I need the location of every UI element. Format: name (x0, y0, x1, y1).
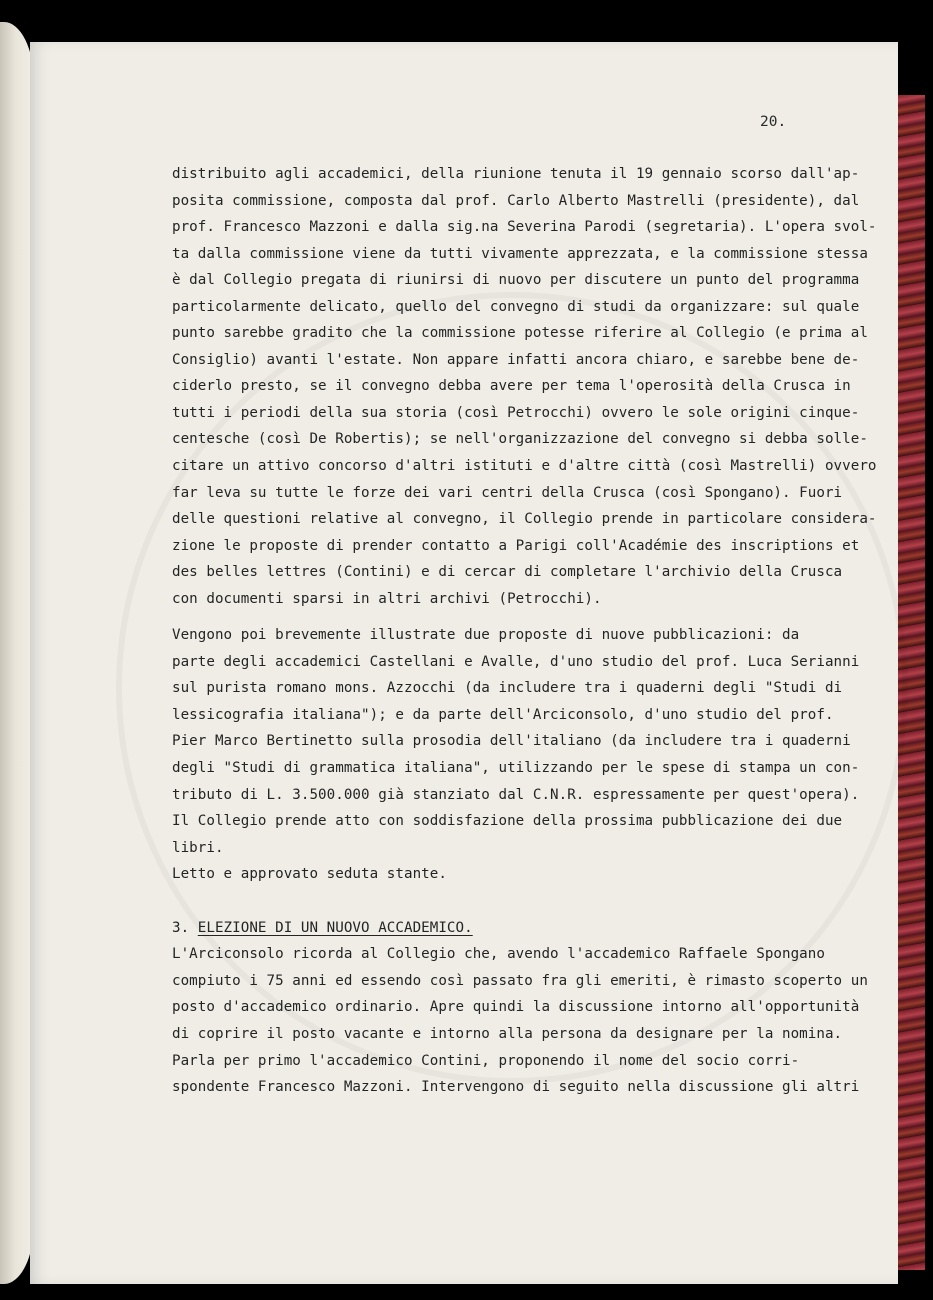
text-line: centesche (così De Robertis); se nell'organizzazione del convegno si debba solle- (172, 431, 868, 448)
document-page (30, 42, 898, 1284)
text-line: delle questioni relative al convegno, il Collegio prende in particolare considera- (172, 511, 877, 528)
text-line: L'Arciconsolo ricorda al Collegio che, avendo l'accademico Raffaele Spongano (172, 946, 825, 963)
text-line: zione le proposte di prender contatto a Parigi coll'Académie des inscriptions et (172, 537, 860, 554)
text-line: far leva su tutte le forze dei vari centri della Crusca (così Spongano). Fuori (172, 484, 843, 501)
text-line: Pier Marco Bertinetto sulla prosodia dell'italiano (da includere tra i quaderni (172, 733, 851, 750)
text-line: distribuito agli accademici, della riunione tenuta il 19 gennaio scorso dall'ap- (172, 166, 860, 182)
body-text (172, 161, 877, 1101)
text-line: citare un attivo concorso d'altri istituti e d'altre città (così Mastrelli) ovvero (172, 458, 877, 475)
page-number: 20. (760, 114, 787, 130)
text-line: Parla per primo l'accademico Contini, proponendo il nome del socio corri- (172, 1052, 800, 1069)
paragraph-spacer (172, 612, 812, 622)
text-line: è dal Collegio pregata di riunirsi di nuovo per discutere un punto del programma (172, 272, 860, 289)
text-line: particolarmente delicato, quello del convegno di studi da organizzare: sul quale (172, 298, 860, 315)
text-line: posto d'accademico ordinario. Apre quindi la discussione intorno all'opportunità (172, 999, 860, 1016)
text-line: ciderlo presto, se il convegno debba avere per tema l'operosità della Crusca in (172, 378, 851, 395)
text-line: des belles lettres (Contini) e di cercar di completare l'archivio della Crusca (172, 564, 843, 581)
text-line: posita commissione, composta dal prof. Carlo Alberto Mastrelli (presidente), dal (172, 192, 860, 209)
text-line: Letto e approvato seduta stante. (172, 866, 447, 883)
text-line: tutti i periodi della sua storia (così Petrocchi) ovvero le sole origini cinque- (172, 404, 860, 421)
text-line: prof. Francesco Mazzoni e dalla sig.na Severina Parodi (segretaria). L'opera svol- (172, 219, 877, 236)
text-line: Vengono poi brevemente illustrate due proposte di nuove pubblicazioni: da (172, 627, 800, 644)
section-title: ELEZIONE DI UN NUOVO ACCADEMICO. (197, 919, 473, 936)
text-line: libri. (172, 839, 224, 856)
text-line: degli "Studi di grammatica italiana", utilizzando per le spese di stampa un con- (172, 760, 860, 777)
paragraph-2 (172, 622, 860, 887)
section-heading (172, 915, 812, 942)
text-line: tributo di L. 3.500.000 già stanziato dal C.N.R. espressamente per quest'opera). (172, 786, 860, 803)
text-line: sul purista romano mons. Azzocchi (da includere tra i quaderni degli "Studi di (172, 680, 843, 697)
text-line: lessicografia italiana"); e da parte dell'Arciconsolo, d'uno studio del prof. (172, 706, 834, 723)
text-line: parte degli accademici Castellani e Avalle, d'uno studio del prof. Luca Serianni (172, 653, 860, 670)
section-spacer (172, 888, 812, 915)
text-line: ta dalla commissione viene da tutti vivamente apprezzata, e la commissione stessa (172, 245, 868, 262)
paragraph-1 (172, 161, 877, 612)
section-paragraph (172, 941, 868, 1100)
text-line: punto sarebbe gradito che la commissione potesse riferire al Collegio (e prima al (172, 325, 868, 342)
text-line: Consiglio) avanti l'estate. Non appare infatti ancora chiaro, e sarebbe bene de- (172, 351, 860, 368)
text-line: Il Collegio prende atto con soddisfazione della prossima pubblicazione dei due (172, 813, 843, 830)
book-spine (0, 22, 34, 1284)
text-line: spondente Francesco Mazzoni. Intervengono di seguito nella discussione gli altri (172, 1079, 860, 1096)
section-number: 3. (172, 919, 198, 936)
text-line: con documenti sparsi in altri archivi (Petrocchi). (172, 590, 602, 607)
text-line: compiuto i 75 anni ed essendo così passato fra gli emeriti, è rimasto scoperto un (172, 972, 868, 989)
text-line: di coprire il posto vacante e intorno alla persona da designare per la nomina. (172, 1025, 843, 1042)
